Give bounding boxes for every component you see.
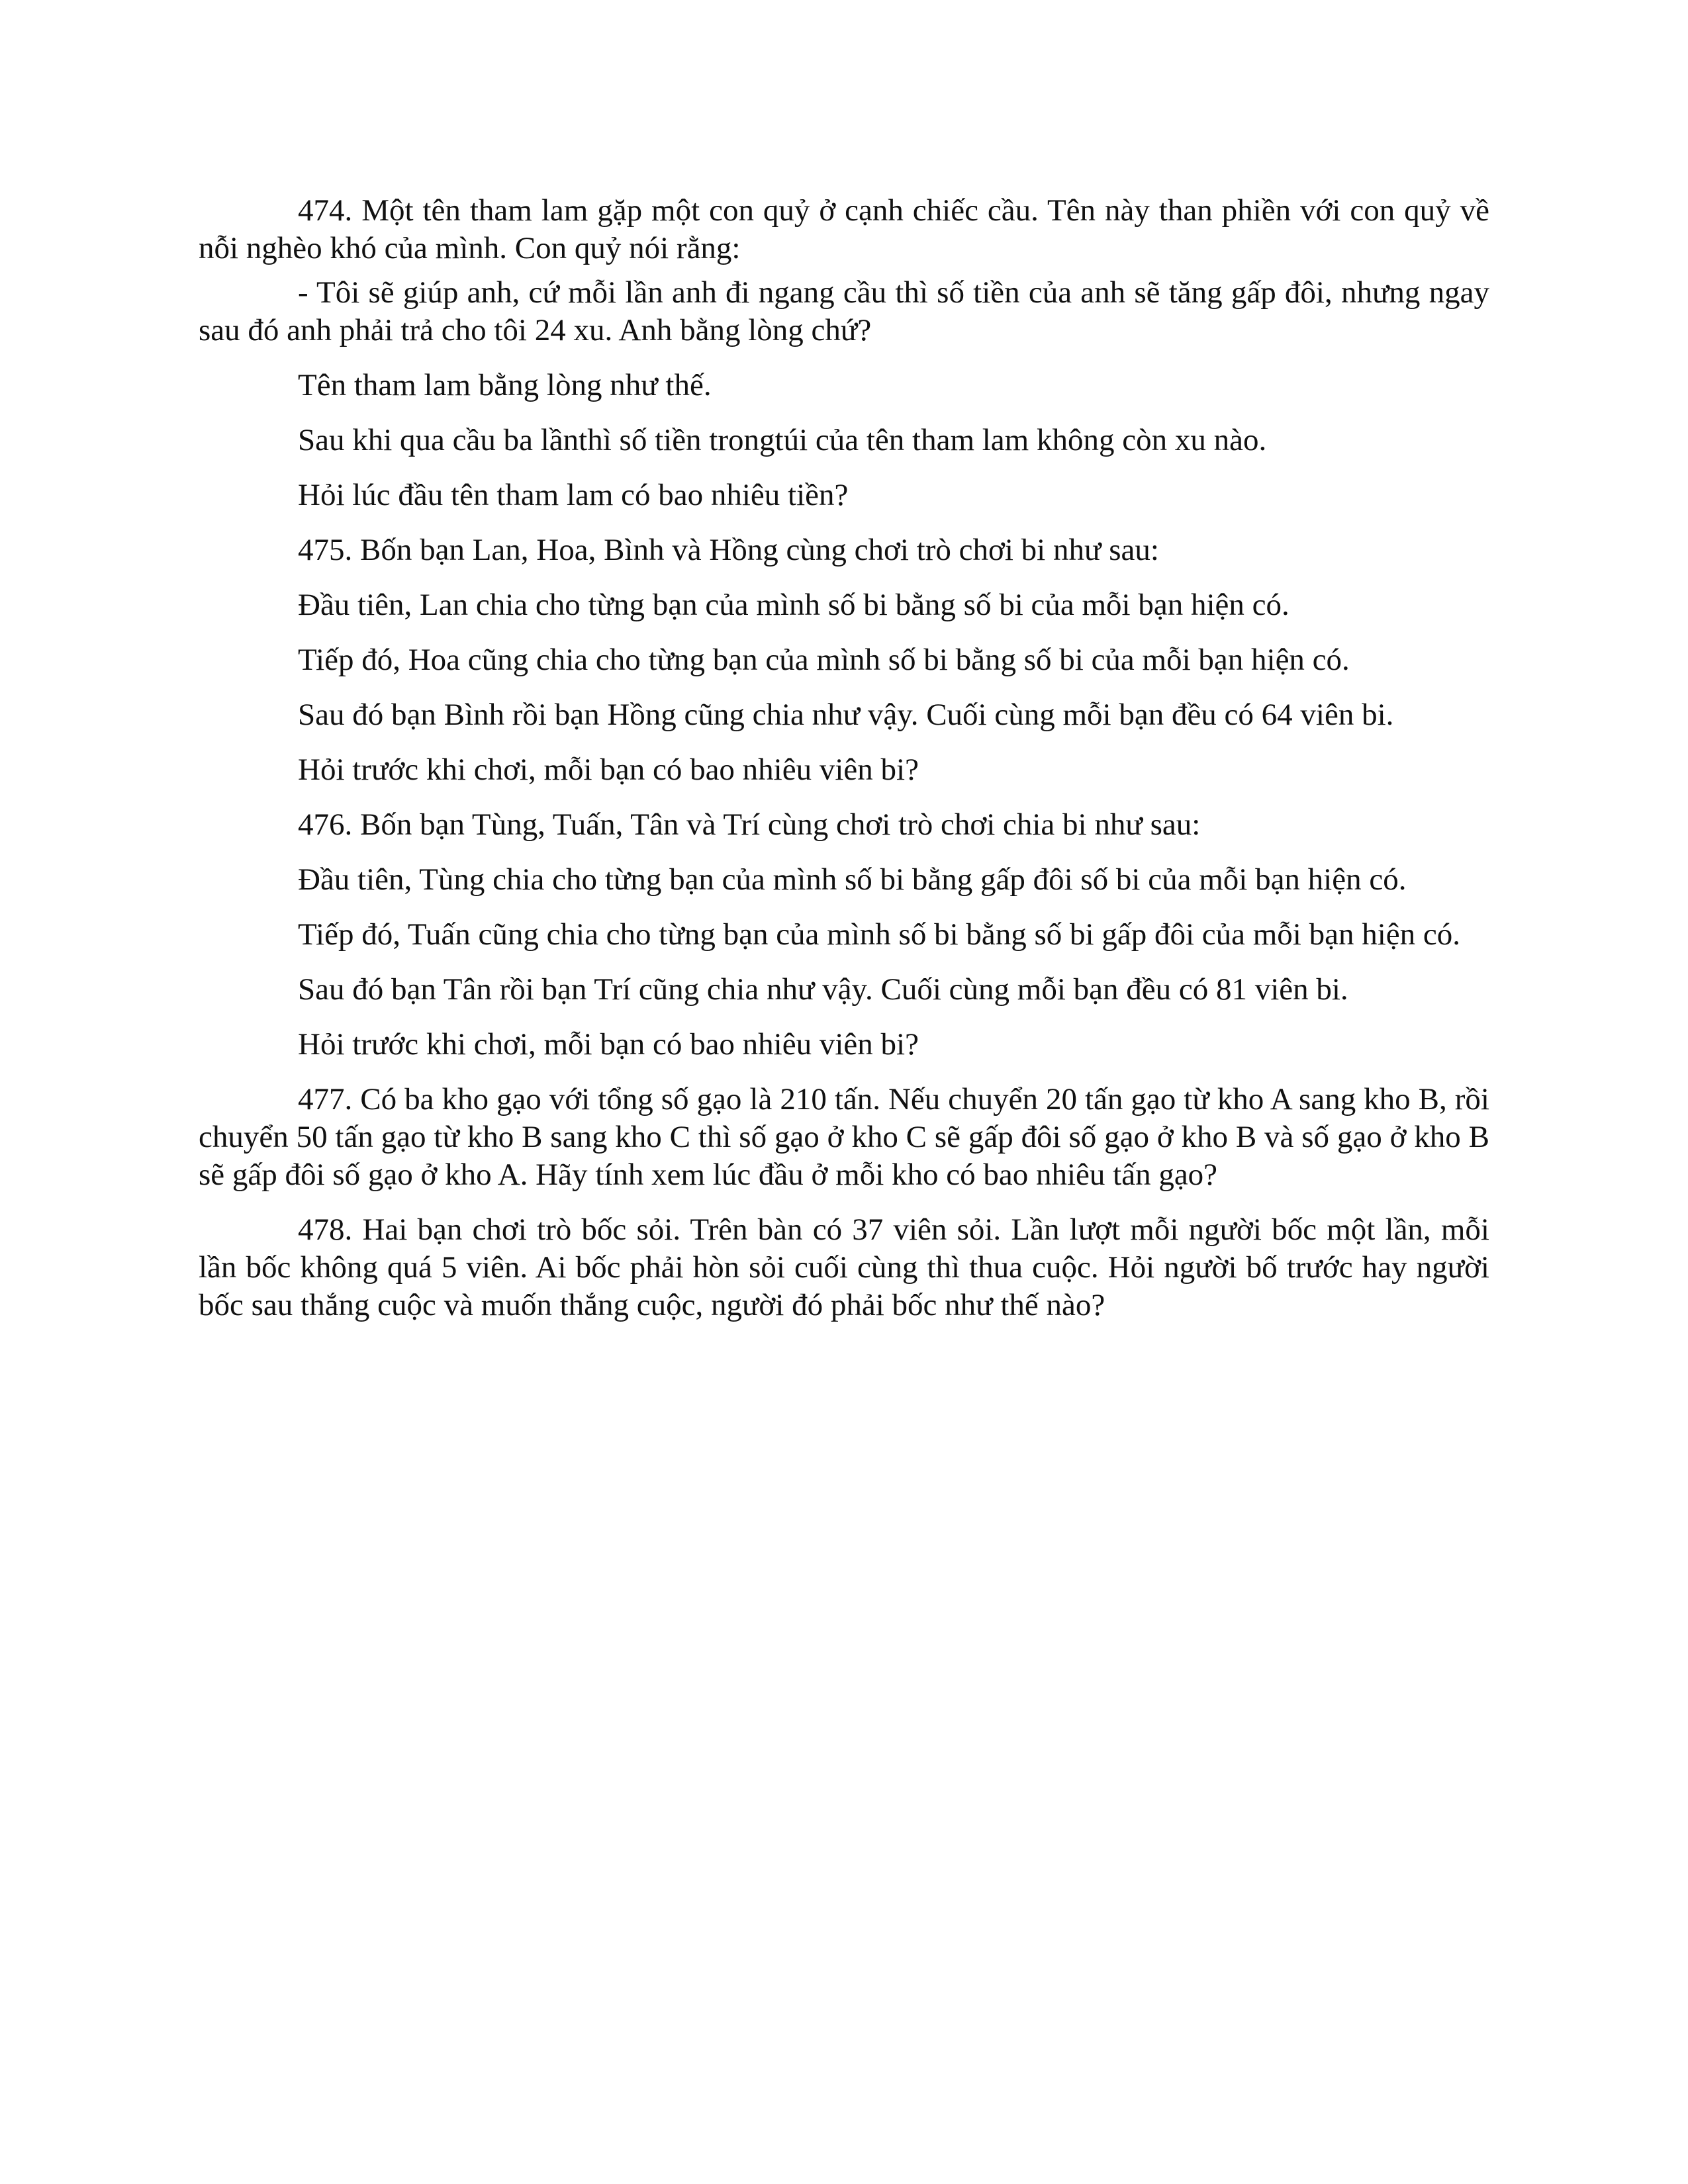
problem-474-question: Hỏi lúc đầu tên tham lam có bao nhiêu tiền?: [298, 478, 849, 512]
problem-478: 478. Hai bạn chơi trò bốc sỏi. Trên bàn có 37 viên sỏi. Lần lượt mỗi người bốc một lần, mỗi lần bốc không quá 5 viên. Ai bốc phải hòn sỏi cuối cùng thì thua cuộc. Hỏi người bố trước hay người bốc sau thắng cuộc và muốn thắng cuộc, người đó phải bốc như thế nào?: [199, 1212, 1489, 1322]
problem-475-question: Hỏi trước khi chơi, mỗi bạn có bao nhiêu viên bi?: [298, 752, 919, 787]
problem-475-step-2: Tiếp đó, Hoa cũng chia cho từng bạn của mình số bi bằng số bi của mỗi bạn hiện có.: [298, 643, 1350, 677]
problem-474-line-after: Sau khi qua cầu ba lầnthì số tiền trongtúi của tên tham lam không còn xu nào.: [298, 423, 1267, 457]
problem-474-quote: - Tôi sẽ giúp anh, cứ mỗi lần anh đi ngang cầu thì số tiền của anh sẽ tăng gấp đôi, nhưng ngay sau đó anh phải trả cho tôi 24 xu. Anh bằng lòng chứ?: [199, 275, 1489, 347]
problem-476-step-2: Tiếp đó, Tuấn cũng chia cho từng bạn của mình số bi bằng số bi gấp đôi của mỗi bạn hiện có.: [298, 917, 1460, 952]
problem-476-step-3: Sau đó bạn Tân rồi bạn Trí cũng chia như vậy. Cuối cùng mỗi bạn đều có 81 viên bi.: [298, 972, 1348, 1007]
problem-476-question: Hỏi trước khi chơi, mỗi bạn có bao nhiêu viên bi?: [298, 1027, 919, 1062]
problem-476-step-1: Đầu tiên, Tùng chia cho từng bạn của mình số bi bằng gấp đôi số bi của mỗi bạn hiện có.: [298, 862, 1407, 897]
problem-474-line-agree: Tên tham lam bằng lòng như thế.: [298, 368, 712, 402]
problem-477: 477. Có ba kho gạo với tổng số gạo là 210 tấn. Nếu chuyển 20 tấn gạo từ kho A sang kho B, rồi chuyển 50 tấn gạo từ kho B sang kho C thì số gạo ở kho C sẽ gấp đôi số gạo ở kho B và số gạo ở kho B sẽ gấp đôi số gạo ở kho A. Hãy tính xem lúc đầu ở mỗi kho có bao nhiêu tấn gạo?: [199, 1082, 1489, 1192]
problem-476-intro: 476. Bốn bạn Tùng, Tuấn, Tân và Trí cùng chơi trò chơi chia bi như sau:: [298, 807, 1201, 842]
problem-475-step-1: Đầu tiên, Lan chia cho từng bạn của mình số bi bằng số bi của mỗi bạn hiện có.: [298, 588, 1289, 622]
problem-475-step-3: Sau đó bạn Bình rồi bạn Hồng cũng chia như vậy. Cuối cùng mỗi bạn đều có 64 viên bi.: [298, 698, 1394, 732]
problem-474-intro: 474. Một tên tham lam gặp một con quỷ ở cạnh chiếc cầu. Tên này than phiền với con quỷ về nỗi nghèo khó của mình. Con quỷ nói rằng:: [199, 193, 1489, 265]
problem-475-intro: 475. Bốn bạn Lan, Hoa, Bình và Hồng cùng chơi trò chơi bi như sau:: [298, 533, 1159, 567]
document-page: [199, 192, 1489, 1342]
